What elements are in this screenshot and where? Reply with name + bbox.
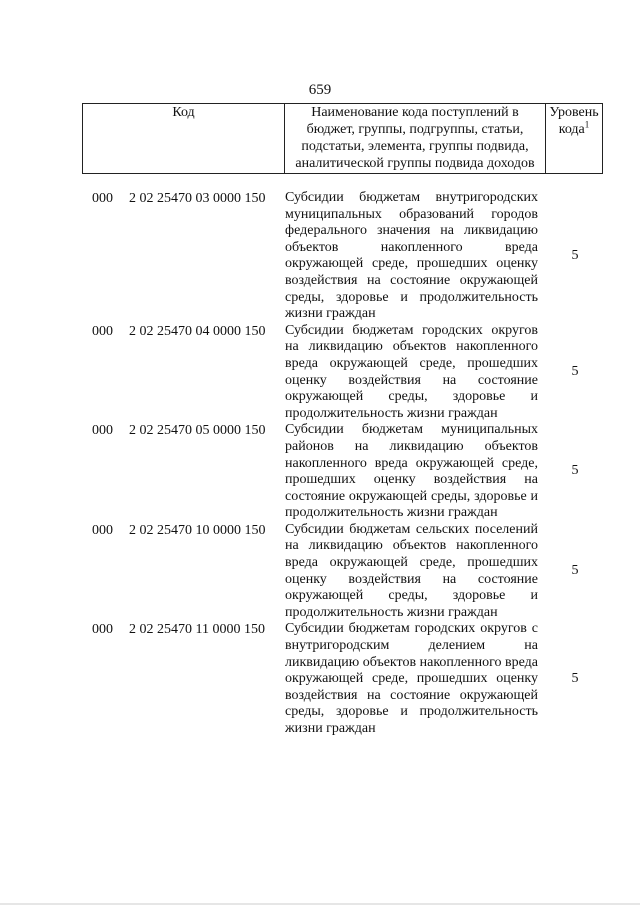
header-level-label: Уровень кода <box>549 105 599 137</box>
table-header <box>82 103 603 174</box>
code-level: 5 <box>571 363 579 379</box>
code-level: 5 <box>571 562 579 578</box>
admin-code: 000 <box>92 423 113 439</box>
admin-code: 000 <box>92 191 113 206</box>
table-body <box>0 190 640 738</box>
admin-code: 000 <box>92 323 113 339</box>
table-row <box>0 190 640 323</box>
table-row <box>0 422 640 522</box>
income-code: 2 02 25470 10 0000 150 <box>129 522 266 538</box>
admin-code: 000 <box>92 522 113 538</box>
income-code: 2 02 25470 03 0000 150 <box>129 191 266 206</box>
code-level: 5 <box>571 671 579 687</box>
table-row <box>0 621 640 737</box>
table-row <box>0 522 640 622</box>
footnote-marker: 1 <box>584 119 590 130</box>
income-name: Субсидии бюджетам городских округов на ликвидацию объектов накопленного вреда окружающей среде, прошедших оценку воздействия на состояние окружающей среды, здоровье и продолжительность жизни граждан <box>285 322 538 421</box>
code-level: 5 <box>571 463 579 479</box>
header-code: Код <box>83 104 285 174</box>
income-name: Субсидии бюджетам сельских поселений на ликвидацию объектов накопленного вреда окружающей среде, прошедших оценку воздействия на состояние окружающей среды, здоровье и продолжительность жизни граждан <box>285 521 538 620</box>
admin-code: 000 <box>92 622 113 638</box>
income-name: Субсидии бюджетам городских округов с внутригородским делением на ликвидацию объектов накопленного вреда окружающей среде, прошедших оценку воздействия на состояние окружающей среды, здоровье и продолжительность жизни граждан <box>285 621 538 736</box>
income-code: 2 02 25470 11 0000 150 <box>129 622 265 638</box>
header-name: Наименование кода поступлений в бюджет, группы, подгруппы, статьи, подстатьи, элемента, группы подвида, аналитической группы подвида доходов <box>285 104 546 174</box>
table-row <box>0 323 640 423</box>
income-code: 2 02 25470 05 0000 150 <box>129 423 266 439</box>
page-number: 659 <box>308 82 332 98</box>
income-name: Субсидии бюджетам муниципальных районов на ликвидацию объектов накопленного вреда окружающей среде, прошедших оценку воздействия на состояние окружающей среды, здоровье и продолжительность жизни граждан <box>285 422 538 521</box>
income-name: Субсидии бюджетам внутригородских муниципальных образований городов федерального значения на ликвидацию объектов накопленного вреда окружающей среде, прошедших оценку воздействия на состояние окружающей среды, здоровье и продолжительность жизни граждан <box>285 190 538 322</box>
income-code: 2 02 25470 04 0000 150 <box>129 323 266 339</box>
header-level <box>546 104 603 174</box>
code-level: 5 <box>571 248 579 263</box>
